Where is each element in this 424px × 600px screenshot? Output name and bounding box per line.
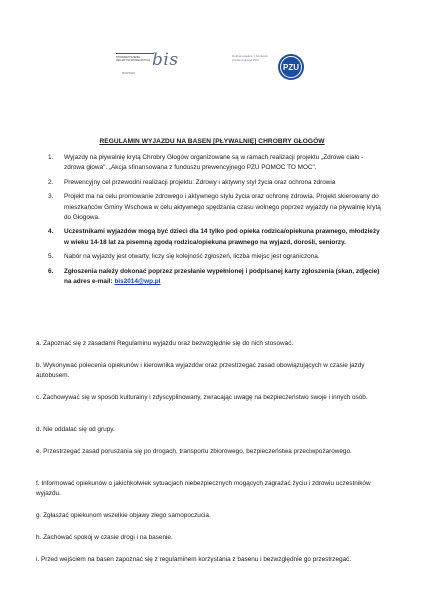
rule-d: d. Nie oddalać się od grupy. (36, 426, 115, 433)
list-item-number: 4. (48, 228, 54, 236)
rule-f: f. Informować opiekunów o jakichkolwiek sytuacjach niebezpiecznych mogących zagrażać życiu i zdrowiu uczestników wyjazdu. (36, 480, 371, 498)
logo-divider (116, 53, 154, 54)
rule-g: g. Zgłaszać opiekunom wszelkie objawy złego samopoczucia. (36, 512, 211, 519)
rule-i: i. Przed wejściem na basen zapoznać się z regulaminem korzystania z basenu i bezwzględnie go przestrzegać. (36, 556, 352, 563)
bis-logo (116, 50, 180, 80)
list-item-text: Zgłoszenia należy dokonać poprzez przesłanie wypełnionej i podpisanej karty zgłoszenia (skan, zdjęcie) na adres e-mail: (64, 267, 380, 286)
list-item-text: Wyjazdy na pływalnię krytą Chrobry Głogów organizowane są w ramach realizacji projektu „Zdrowe ciało - zdrowa głowa". „Akcja sfinansowana z funduszu prewencyjnego PZU POMOC TO MOC". (64, 154, 364, 172)
list-item-text: Uczestnikami wyjazdów mogą być dzieci dla 14 tylko pod opieka rodzica/opiekuna prawnego, młodzieży w wieku 14-18 lat za pisemną zgodą rodzica/opiekuna prawnego na wyjazd, dorośli, seniorzy. (64, 228, 380, 246)
list-item-number: 2. (48, 178, 54, 186)
list-item (44, 252, 384, 262)
list-item (44, 153, 384, 174)
pzu-logo-caption: Dofinansowano z funduszu prewencyjnego PZU (232, 54, 269, 62)
list-item-text: Prewencyjny cel przewodni realizacji projektu: Zdrowy i aktywny styl życia oraz ochrona zdrowia (64, 178, 336, 186)
list-item (44, 267, 384, 288)
email-link[interactable]: bis2014@wp.pl (114, 278, 161, 286)
list-item-number: 6. (48, 267, 54, 275)
list-item-number: 1. (48, 154, 54, 161)
document-title: REGULAMIN WYJAZDU NA BASEN [PŁYWALNIĘ] CHROBRY GŁOGÓW (99, 138, 325, 145)
list-item (44, 178, 384, 188)
pzu-logo (232, 54, 322, 84)
rule-e: e. Przestrzegać zasad poruszania się po drogach, transportu zbiorowego, bezpieczeństwa przeciwpożarowego. (36, 448, 352, 455)
rule-c: c. Zachowywać się w sposób kulturalny i zdyscyplinowany, zwracając uwagę na bezpieczeństwo swoje i innych osób. (36, 394, 368, 401)
rule-h: h. Zachować spokój w czasie drogi i na basenie. (36, 534, 173, 541)
list-item-text: Nabór na wyjazdy jest otwarty, liczy się kolejność zgłoszeń, liczba miejsc jest ograniczona. (64, 253, 320, 261)
bis-logo-mark: bis (152, 50, 179, 70)
numbered-list (44, 153, 384, 291)
bis-logo-subcaption: WSCHOWA (122, 72, 135, 75)
list-item-number: 5. (48, 253, 54, 261)
list-item-text: Projekt ma na celu promowanie zdrowego i aktywnego stylu życia oraz ochronę zdrowia. Projekt skierowany do mieszkańców Gminy Wschowa w celu aktywnego spędzania czasu wolnego poprzez wyjazdy na pływalnię krytą do Głogowa. (64, 193, 381, 222)
list-item (44, 192, 384, 223)
rule-a: a. Zapoznać się z zasadami Regulaminu wyjazdu oraz bezwzględnie się do nich stosować. (36, 340, 294, 347)
pzu-emblem-icon (277, 53, 305, 81)
list-item-number: 3. (48, 193, 54, 201)
pzu-emblem-text: PZU (283, 63, 299, 72)
bis-logo-caption: STOWARZYSZENIE INICJATYW SPOŁECZNYCH (116, 56, 150, 63)
rule-b: b. Wykonywać polecenia opiekunów i kierownika wyjazdów oraz przestrzegać zasad obowiązujących w czasie jazdy autobusem. (36, 362, 365, 380)
list-item (44, 227, 384, 248)
